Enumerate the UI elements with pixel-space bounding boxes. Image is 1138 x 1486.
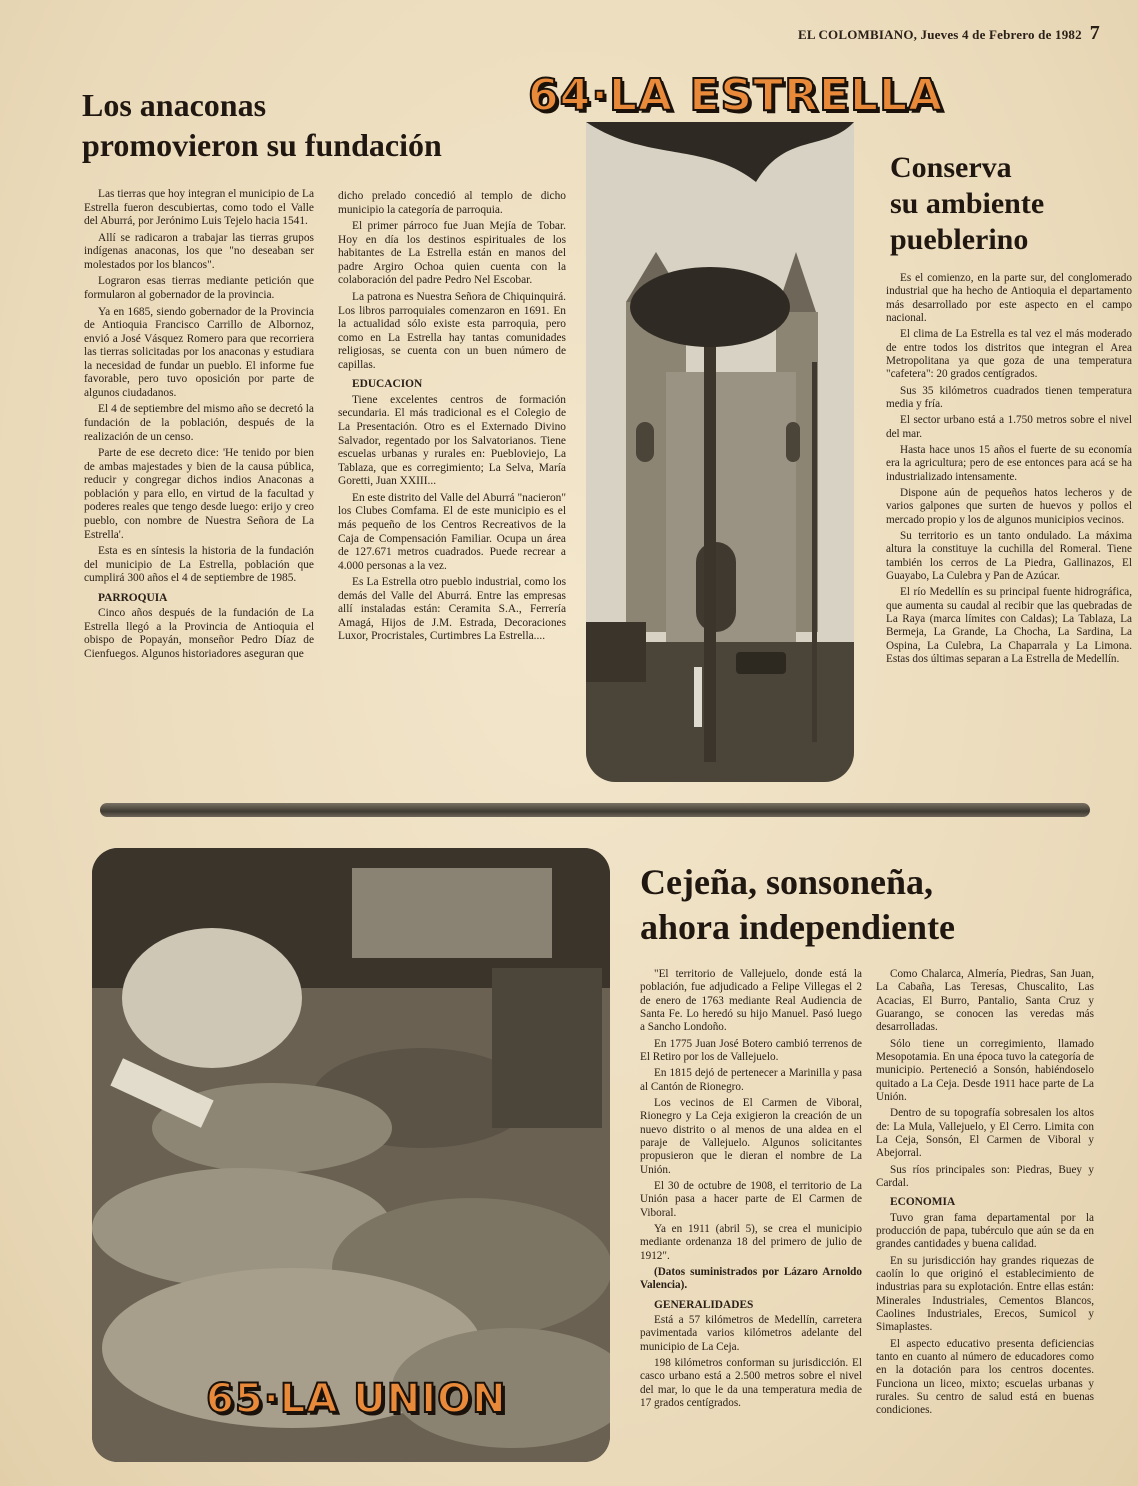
masthead <box>798 22 1100 45</box>
paragraph: El 30 de octubre de 1908, el territorio de La Unión pasa a hacer parte de El Carmen de Viboral. <box>640 1179 862 1219</box>
section2-column2 <box>876 968 1094 1421</box>
section1-side-headline <box>890 150 1044 258</box>
subheading-economia: ECONOMIA <box>890 1196 956 1209</box>
paragraph: El río Medellín es su principal fuente hidrográfica, que aumenta su caudal al recibir que las quebradas de La Raya (marca límites con Caldas); La Tablaza, La Bermeja, La Grande, La Chocha, La Sardina, La Ospina, La Culebra, La Chaparrala y La Limona. Estas dos últimas separan a La Estrella de Medellín. <box>886 586 1132 665</box>
page-number: 7 <box>1089 22 1100 44</box>
church-photo <box>586 122 854 782</box>
church-illustration <box>586 122 854 782</box>
section2-headline-line2: ahora independiente <box>640 907 956 947</box>
paragraph: El primer párroco fue Juan Mejía de Tobar. Hoy en día los destinos espirituales de los habitantes de La Estrella están en manos del padre Argiro Ochoa quien cuenta con la colaboración del padre Pedro Nel Escobar. <box>338 220 566 287</box>
paragraph: Ya en 1911 (abril 5), se crea el municipio mediante ordenanza 18 del primero de julio de 1912". <box>640 1222 862 1262</box>
paragraph: Sólo tiene un corregimiento, llamado Mesopotamia. En una época tuvo la categoría de municipio. Perteneció a Sonsón, habiéndoselo quitado a La Ceja. Desde 1911 hace parte de La Unión. <box>876 1037 1094 1103</box>
paragraph: Está a 57 kilómetros de Medellín, carretera pavimentada varios kilómetros adelante del municipio de La Ceja. <box>640 1314 862 1353</box>
subheading-generalidades: GENERALIDADES <box>654 1298 754 1311</box>
section2-column1 <box>640 968 862 1413</box>
paragraph: dicho prelado concedió al templo de dicho municipio la categoría de parroquia. <box>338 190 566 216</box>
paragraph: Lograron esas tierras mediante petición que formularon al gobernador de la provincia. <box>84 275 314 301</box>
paragraph: Tiene excelentes centros de formación secundaria. El más tradicional es el Colegio de La Presentación. Otro es el Externado Divino Salvador, regentado por los Salvatorianos. Tiene escuelas urbanas y rurales en: Puebloviejo, La Tablaza, que es corregimiento; La Selva, María Goretti, Juan XXIII... <box>338 393 566 488</box>
masthead-text: EL COLOMBIANO, Jueves 4 de Febrero de 1982 <box>797 27 1082 42</box>
paragraph: Ya en 1685, siendo gobernador de la Provincia de Antioquia Francisco Carrillo de Albornoz, envió a José Vásquez Romero para que recorriera las tierras solicitadas por los anaconas y estudiara la necesidad de fundar un pueblo. El informe fue favorable, pero tuvo oposición por parte de algunos ciudadanos. <box>84 305 314 399</box>
paragraph: En 1775 Juan José Botero cambió terrenos de El Retiro por los de Vallejuelo. <box>640 1037 862 1063</box>
paragraph: Su territorio es un tanto ondulado. La máxima altura la constituye la cuchilla del Romeral. Tiene también los cerros de La Piedra, Gallinazos, El Guayabo, La Culebra y Pan de Azúcar. <box>886 529 1132 582</box>
paragraph: Sus ríos principales son: Piedras, Buey y Cardal. <box>876 1163 1094 1189</box>
paragraph: Parte de ese decreto dice: 'He tenido por bien de ambas majestades y bien de la causa pública, reducir y congregar dichos indios Anaconas a población y para ello, en virtud de la facultad y poderes reales que tengo desde luego: erijo y creo pueblo, con nombre de Nuestra Señora de La Estrella'. <box>84 447 314 541</box>
section2-headline <box>640 860 955 950</box>
paragraph: Tuvo gran fama departamental por la producción de papa, tubérculo que aún se da en grandes cantidades y buena calidad. <box>876 1211 1094 1251</box>
paragraph: El aspecto educativo presenta deficiencias tanto en cuanto al número de educadores como en la dotación para los centros docentes. Funciona un liceo, mixto; escuelas urbanas y rurales. Su centro de salud está en buenas condiciones. <box>876 1337 1094 1417</box>
subheading-educacion: EDUCACION <box>352 378 423 391</box>
section2-banner: 65·LA UNION <box>206 1376 507 1422</box>
paragraph: Es el comienzo, en la parte sur, del conglomerado industrial que ha hecho de Antioquia el departamento más desarrollado por este aspecto en el campo nacional. <box>886 272 1132 324</box>
section1-column1 <box>84 188 314 665</box>
paragraph: El clima de La Estrella es tal vez el más moderado de entre todos los distritos que integran el Area Metropolitana ya que goza de una temperatura "cafetera": 20 grados centígrados. <box>886 328 1132 381</box>
paragraph: Dispone aún de pequeños hatos lecheros y de varios galpones que surten de huevos y pollos el mercado propio y los de algunos municipios vecinos. <box>886 486 1132 526</box>
paragraph: Es La Estrella otro pueblo industrial, como los demás del Valle del Aburrá. Entre las empresas allí instaladas están: Ceramita S.A., Ferrería Amagá, Hijos de J.M. Estrada, Decoraciones Luxor, Procristales, Curtimbres La Estrella.... <box>338 576 566 643</box>
side-headline-line1: Conserva <box>890 151 1012 184</box>
section2-headline-line1: Cejeña, sonsoneña, <box>640 862 934 902</box>
paragraph: Cinco años después de la fundación de La Estrella llegó a la Provincia de Antioquia el obispo de Popayán, monseñor Pedro Díaz de Cienfuegos. Algunos historiadores aseguran que <box>84 607 314 660</box>
section-divider <box>100 803 1090 817</box>
paragraph: "El territorio de Vallejuelo, donde está la población, fue adjudicado a Felipe Villegas el 2 de enero de 1763 mediante Real Audiencia de Santa Fe. Lo heredó su hijo Manuel. Pasó luego a Sancho Londoño. <box>640 968 862 1034</box>
section1-headline <box>82 88 442 164</box>
paragraph-credits: (Datos suministrados por Lázaro Arnoldo Valencia). <box>640 1265 862 1292</box>
side-headline-line2: su ambiente <box>890 187 1045 220</box>
paragraph: Los vecinos de El Carmen de Viboral, Rionegro y La Ceja exigieron la creación de un nuevo distrito o al menos de una aldea en el paraje de Vallejuelo. Algunos solicitantes propusieron que le dieran el nombre de La Unión. <box>640 1096 862 1176</box>
section1-column3 <box>886 272 1132 669</box>
paragraph: El 4 de septiembre del mismo año se decretó la fundación de la población, después de la realización de un censo. <box>84 403 314 443</box>
side-headline-line3: pueblerino <box>890 223 1029 256</box>
section1-banner: 64·LA ESTRELLA <box>528 70 944 121</box>
paragraph: En su jurisdicción hay grandes riquezas de caolín lo que originó el establecimiento de industrias para su explotación. Entre ellas están: Minerales Industriales, Cementos Blancos, Caolines Industriales, Erecos, Sumicol y Simaplastes. <box>876 1254 1094 1334</box>
paragraph: La patrona es Nuestra Señora de Chiquinquirá. Los libros parroquiales comenzaron en 1691. En la actualidad sólo existe esta parroquia, pero como en La Estrella hay tantas comunidades religiosas, se cuenta con un buen número de capillas. <box>338 290 566 371</box>
paragraph: En este distrito del Valle del Aburrá "nacieron" los Clubes Comfama. El de este municipio es el más pequeño de los Centros Recreativos de la Caja de Compensación Familiar. Ocupa un área de 127.671 metros cuadrados. Puede recrear a 4.000 personas a la vez. <box>338 491 566 572</box>
paragraph: Como Chalarca, Almería, Piedras, San Juan, La Cabaña, Las Teresas, Chuscalito, Las Acacias, El Burro, Pantalio, Santa Cruz y Guarango, se conocen las veredas más desarrolladas. <box>876 968 1094 1034</box>
market-photo <box>92 848 610 1462</box>
section1-column2 <box>338 190 566 647</box>
paragraph: El sector urbano está a 1.750 metros sobre el nivel del mar. <box>886 414 1132 440</box>
section1-headline-line1: Los anaconas <box>82 87 267 123</box>
subheading-parroquia: PARROQUIA <box>98 591 168 604</box>
paragraph: Esta es en síntesis la historia de la fundación del municipio de La Estrella, población que cumplirá 300 años el 4 de septiembre de 1985. <box>84 545 314 585</box>
paragraph: Allí se radicaron a trabajar las tierras grupos indígenas anaconas, los que "no deseaban ser molestados por los blancos". <box>84 231 314 271</box>
paragraph: Dentro de su topografía sobresalen los altos de: La Mula, Vallejuelo, y El Cerro. Limita con La Ceja, Sonsón, El Carmen de Viboral y Abejorral. <box>876 1107 1094 1160</box>
paragraph: Sus 35 kilómetros cuadrados tienen temperatura media y fría. <box>886 384 1132 410</box>
market-illustration <box>92 848 610 1462</box>
paragraph: Hasta hace unos 15 años el fuerte de su economía era la agricultura; pero de ese entonces para acá se ha industrializado intensamente. <box>886 443 1132 483</box>
paragraph: Las tierras que hoy integran el municipio de La Estrella fueron descubiertas, como todo el Valle del Aburrá, por Jerónimo Luis Tejelo hacia 1541. <box>84 188 314 228</box>
section1-headline-line2: promovieron su fundación <box>82 126 442 163</box>
paragraph: En 1815 dejó de pertenecer a Marinilla y pasa al Cantón de Rionegro. <box>640 1067 862 1093</box>
paragraph: 198 kilómetros conforman su jurisdicción. El casco urbano está a 2.500 metros sobre el nivel del mar, lo que le da una temperatura media de 17 grados centígrados. <box>640 1357 862 1410</box>
